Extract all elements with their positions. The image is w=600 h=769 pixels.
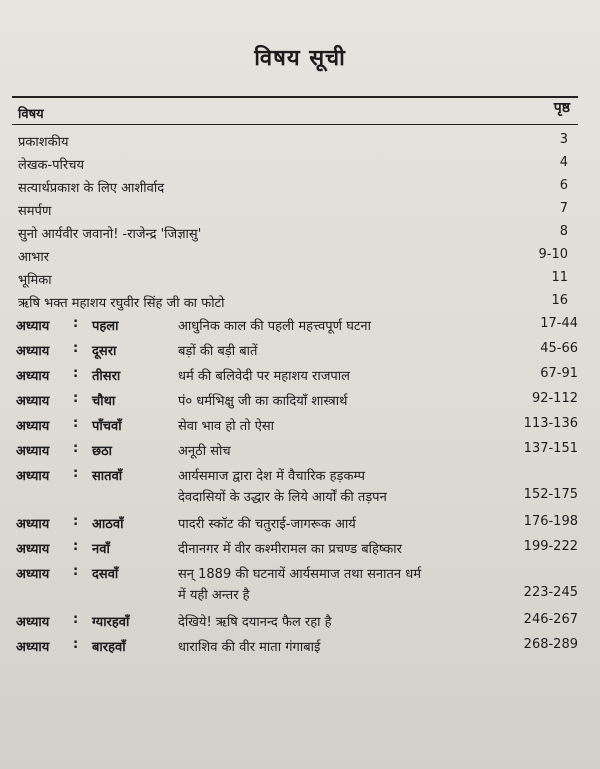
chapter-colon: :: [73, 539, 79, 554]
entry-page: 8: [559, 224, 568, 239]
front-matter-entry: [0, 243, 600, 266]
chapter-title: आधुनिक काल की पहली महत्त्वपूर्ण घटना: [178, 319, 372, 334]
chapter-title: देखिये! ऋषि दयानन्द फैल रहा है: [178, 615, 332, 630]
chapter-number: पहला: [92, 319, 119, 334]
chapter-pages: 246-267: [523, 612, 578, 627]
chapter-word: अध्याय: [16, 615, 50, 630]
chapter-number: ग्यारहवाँ: [92, 615, 130, 630]
entry-page: 9-10: [538, 247, 568, 262]
chapter-title: पं० धर्मभिक्षु जी का कादियाँ शास्त्रार्थ: [178, 394, 348, 409]
front-matter-entry: [0, 266, 600, 289]
entry-page: 6: [559, 178, 568, 193]
chapter-word: अध्याय: [16, 319, 50, 334]
front-matter-entry: [0, 289, 600, 312]
chapter-entry: [0, 437, 600, 462]
chapter-title: सेवा भाव हो तो ऐसा: [178, 419, 275, 434]
chapter-colon: :: [73, 612, 79, 627]
chapter-word: अध्याय: [16, 394, 50, 409]
chapter-colon: :: [73, 514, 79, 529]
chapter-entry: [0, 412, 600, 437]
chapter-title: पादरी स्कॉट की चतुराई-जागरूक आर्य: [178, 517, 356, 532]
chapter-pages: 152-175: [523, 487, 578, 502]
chapter-colon: :: [73, 466, 79, 481]
chapter-colon: :: [73, 637, 79, 652]
chapter-title-continued: में यही अन्तर है: [178, 588, 250, 603]
chapter-colon: :: [73, 416, 79, 431]
chapter-entry: [0, 337, 600, 362]
chapter-number: चौथा: [92, 394, 116, 409]
chapter-word: अध्याय: [16, 369, 50, 384]
chapter-pages: 137-151: [523, 441, 578, 456]
chapter-word: अध्याय: [16, 517, 50, 532]
header-bottom-rule: [12, 124, 578, 125]
chapter-number: नवाँ: [92, 542, 110, 557]
entry-page: 3: [559, 132, 568, 147]
chapter-entry: [0, 312, 600, 337]
contents-list: [0, 128, 600, 658]
chapter-pages: 92-112: [531, 391, 578, 406]
chapter-title: आर्यसमाज द्वारा देश में वैचारिक हड़कम्प: [178, 469, 365, 484]
chapter-pages: 113-136: [523, 416, 578, 431]
chapter-word: अध्याय: [16, 469, 50, 484]
chapter-title: बड़ों की बड़ी बातें: [178, 344, 258, 359]
chapter-word: अध्याय: [16, 344, 50, 359]
front-matter-entry: [0, 128, 600, 151]
chapter-title: अनूठी सोच: [178, 444, 231, 459]
chapter-pages: 268-289: [523, 637, 578, 652]
chapter-pages: 199-222: [523, 539, 578, 554]
chapter-pages: 176-198: [523, 514, 578, 529]
front-matter-entry: [0, 197, 600, 220]
entry-page: 4: [559, 155, 568, 170]
chapter-number: दसवाँ: [92, 567, 119, 582]
front-matter-entry: [0, 174, 600, 197]
entry-page: 16: [551, 293, 568, 308]
chapter-pages: 17-44: [540, 316, 578, 331]
entry-page: 11: [551, 270, 568, 285]
chapter-title: सन् 1889 की घटनायें आर्यसमाज तथा सनातन धर्म: [178, 567, 421, 582]
entry-label: भूमिका: [18, 273, 52, 288]
chapter-number: आठवाँ: [92, 517, 124, 532]
entry-label: सत्यार्थप्रकाश के लिए आशीर्वाद: [18, 181, 165, 196]
chapter-pages: 223-245: [523, 585, 578, 600]
chapter-title: दीनानगर में वीर कश्मीरामल का प्रचण्ड बहिष्कार: [178, 542, 402, 557]
header-top-rule: [12, 96, 578, 98]
chapter-entry: [0, 510, 600, 535]
chapter-word: अध्याय: [16, 444, 50, 459]
front-matter-entry: [0, 151, 600, 174]
page-column-header: पृष्ठ: [553, 100, 570, 116]
chapter-title-continued: देवदासियों के उद्धार के लिये आर्यों की तड़पन: [178, 490, 387, 505]
chapter-title: धाराशिव की वीर माता गंगाबाई: [178, 640, 321, 655]
entry-label: समर्पण: [18, 204, 52, 219]
chapter-number: पाँचवाँ: [92, 419, 122, 434]
chapter-colon: :: [73, 316, 79, 331]
chapter-word: अध्याय: [16, 419, 50, 434]
chapter-number: दूसरा: [92, 344, 117, 359]
chapter-entry: [0, 535, 600, 560]
entry-page: 7: [559, 201, 568, 216]
chapter-number: बारहवाँ: [92, 640, 126, 655]
page-title: विषय सूची: [254, 46, 346, 71]
chapter-entry: [0, 633, 600, 658]
chapter-colon: :: [73, 441, 79, 456]
chapter-entry: [0, 462, 600, 510]
front-matter-entry: [0, 220, 600, 243]
chapter-number: तीसरा: [92, 369, 121, 384]
entry-label: प्रकाशकीय: [18, 135, 69, 150]
chapter-colon: :: [73, 391, 79, 406]
chapter-colon: :: [73, 341, 79, 356]
entry-label: सुनो आर्यवीर जवानो! -राजेन्द्र 'जिज्ञासु': [18, 227, 202, 242]
chapter-entry: [0, 362, 600, 387]
entry-label: आभार: [18, 250, 50, 265]
chapter-word: अध्याय: [16, 567, 50, 582]
chapter-pages: 67-91: [540, 366, 578, 381]
chapter-title: धर्म की बलिवेदी पर महाशय राजपाल: [178, 369, 350, 384]
chapter-pages: 45-66: [540, 341, 578, 356]
chapter-word: अध्याय: [16, 640, 50, 655]
chapter-entry: [0, 387, 600, 412]
chapter-colon: :: [73, 564, 79, 579]
entry-label: लेखक-परिचय: [18, 158, 84, 173]
subject-column-header: विषय: [18, 107, 44, 122]
chapter-number: सातवाँ: [92, 469, 123, 484]
chapter-number: छठा: [92, 444, 113, 459]
entry-label: ऋषि भक्त महाशय रघुवीर सिंह जी का फोटो: [18, 296, 225, 311]
chapter-entry: [0, 560, 600, 608]
chapter-colon: :: [73, 366, 79, 381]
chapter-word: अध्याय: [16, 542, 50, 557]
chapter-entry: [0, 608, 600, 633]
